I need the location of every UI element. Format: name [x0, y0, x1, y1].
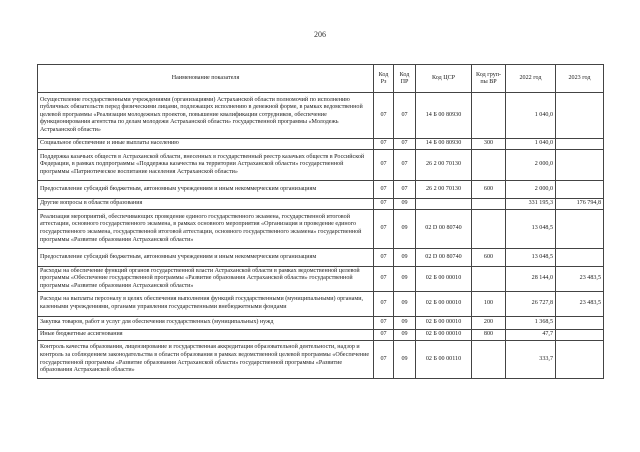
table-header-row	[38, 65, 604, 93]
cell-2022: 1 040,0	[506, 93, 556, 139]
cell-csr: 02 D 00 80740	[416, 210, 472, 249]
table-row	[38, 139, 604, 150]
table-row	[38, 267, 604, 292]
cell-rz: 07	[374, 93, 394, 139]
header-pr: Код ПР	[394, 65, 416, 93]
cell-rz: 07	[374, 210, 394, 249]
cell-2022: 333,7	[506, 341, 556, 379]
cell-vr	[472, 150, 506, 181]
cell-pr: 09	[394, 210, 416, 249]
cell-name: Контроль качества образования, лицензирование и государственная аккредитация образовательной деятельности, надзор и контроль за соблюдением законодательства в области образования в рамках ведомственной целевой программы «Обеспечение государственной программы «Развитие образования Астраханской области» государственной программы «Развитие образования Астраханской области»	[38, 341, 374, 379]
cell-2023	[556, 317, 604, 330]
cell-2022: 13 048,5	[506, 210, 556, 249]
cell-pr: 07	[394, 139, 416, 150]
cell-2023	[556, 150, 604, 181]
cell-2023	[556, 210, 604, 249]
cell-csr: 02 Б 00 00010	[416, 292, 472, 317]
cell-2023: 23 483,5	[556, 292, 604, 317]
cell-pr: 07	[394, 93, 416, 139]
cell-2023: 23 483,5	[556, 267, 604, 292]
cell-csr: 14 Б 00 80930	[416, 139, 472, 150]
table-row	[38, 292, 604, 317]
table-row	[38, 181, 604, 199]
header-name: Наименование показателя	[38, 65, 374, 93]
cell-rz: 07	[374, 249, 394, 267]
table-row	[38, 249, 604, 267]
cell-rz: 07	[374, 181, 394, 199]
cell-2023	[556, 341, 604, 379]
cell-pr: 07	[394, 181, 416, 199]
cell-pr: 09	[394, 317, 416, 330]
cell-pr: 09	[394, 267, 416, 292]
cell-2023	[556, 139, 604, 150]
cell-csr: 02 Б 00 00010	[416, 267, 472, 292]
cell-vr	[472, 341, 506, 379]
cell-pr: 09	[394, 330, 416, 341]
cell-vr	[472, 93, 506, 139]
cell-vr	[472, 199, 506, 210]
cell-name: Расходы на обеспечение функций органов государственной власти Астраханской области в рамках ведомственной целевой программы «Обеспечение государственной программы «Развитие образования Астраханской области» государственной программы «Развитие образования Астраханской области»	[38, 267, 374, 292]
budget-table	[37, 64, 604, 379]
cell-pr: 09	[394, 341, 416, 379]
cell-vr: 100	[472, 292, 506, 317]
cell-name: Предоставление субсидий бюджетным, автономным учреждениям и иным некоммерческим организациям	[38, 249, 374, 267]
cell-2023	[556, 330, 604, 341]
cell-vr: 600	[472, 249, 506, 267]
cell-rz: 07	[374, 330, 394, 341]
table-row	[38, 330, 604, 341]
table-body	[38, 93, 604, 379]
cell-name: Осуществление государственными учреждениями (организациями) Астраханской области полномочий по исполнению публичных обязательств перед физическими лицами, подлежащих исполнению в денежной форме, в рамках ведомственной целевой программы «Реализация молодежных проектов, повышение квалификации сотрудников, обеспечение функционирования агентства по делам молодежи Астраханской области» государственной программы «Молодежь Астраханской области»	[38, 93, 374, 139]
cell-2023	[556, 93, 604, 139]
cell-2022: 2 000,0	[506, 150, 556, 181]
cell-2022: 47,7	[506, 330, 556, 341]
cell-pr: 09	[394, 199, 416, 210]
cell-csr: 26 2 00 70130	[416, 181, 472, 199]
cell-2023	[556, 181, 604, 199]
table-row	[38, 317, 604, 330]
cell-name: Предоставление субсидий бюджетным, автономным учреждениям и иным некоммерческим организациям	[38, 181, 374, 199]
cell-name: Закупка товаров, работ и услуг для обеспечения государственных (муниципальных) нужд	[38, 317, 374, 330]
cell-rz: 07	[374, 341, 394, 379]
cell-2023: 176 794,8	[556, 199, 604, 210]
header-2022: 2022 год	[506, 65, 556, 93]
cell-rz: 07	[374, 150, 394, 181]
table-row	[38, 93, 604, 139]
cell-name: Расходы на выплаты персоналу в целях обеспечения выполнения функций государственными (муниципальными) органами, казенными учреждениями, органами управления государственными внебюджетными фондами	[38, 292, 374, 317]
cell-csr	[416, 199, 472, 210]
cell-vr: 800	[472, 330, 506, 341]
cell-name: Другие вопросы в области образования	[38, 199, 374, 210]
cell-name: Социальное обеспечение и иные выплаты населению	[38, 139, 374, 150]
header-csr: Код ЦСР	[416, 65, 472, 93]
cell-csr: 02 D 00 80740	[416, 249, 472, 267]
cell-2022: 2 000,0	[506, 181, 556, 199]
cell-pr: 09	[394, 249, 416, 267]
cell-csr: 14 Б 00 80930	[416, 93, 472, 139]
cell-csr: 02 Б 00 00010	[416, 330, 472, 341]
cell-2022: 13 048,5	[506, 249, 556, 267]
cell-name: Поддержка казачьих обществ в Астраханской области, внесенных в государственный реестр казачьих обществ в Российской Федерации, в рамках подпрограммы «Поддержка казачества на территории Астраханской области» государственной программы «Патриотическое воспитание населения Астраханской области»	[38, 150, 374, 181]
cell-2022: 1 368,5	[506, 317, 556, 330]
cell-csr: 02 Б 00 00110	[416, 341, 472, 379]
table-row	[38, 210, 604, 249]
page-number: 206	[314, 30, 326, 39]
cell-csr: 26 2 00 70130	[416, 150, 472, 181]
cell-rz: 07	[374, 317, 394, 330]
cell-name: Реализация мероприятий, обеспечивающих проведение единого государственного экзамена, государственной итоговой аттестации, основного государственного экзамена, в рамках основного мероприятия «Организация и проведение единого государственного экзамена, государственной итоговой аттестации, основного государственного экзамена» государственной программы «Развитие образования Астраханской области»	[38, 210, 374, 249]
cell-name: Иные бюджетные ассигнования	[38, 330, 374, 341]
cell-vr	[472, 210, 506, 249]
table-row	[38, 341, 604, 379]
cell-pr: 07	[394, 150, 416, 181]
table-row	[38, 199, 604, 210]
header-vr: Код груп-пы ВР	[472, 65, 506, 93]
cell-vr: 600	[472, 181, 506, 199]
cell-rz: 07	[374, 139, 394, 150]
cell-2022: 331 195,3	[506, 199, 556, 210]
cell-rz: 07	[374, 199, 394, 210]
cell-rz: 07	[374, 292, 394, 317]
cell-vr	[472, 267, 506, 292]
cell-csr: 02 Б 00 00010	[416, 317, 472, 330]
cell-2023	[556, 249, 604, 267]
cell-2022: 28 144,0	[506, 267, 556, 292]
cell-pr: 09	[394, 292, 416, 317]
table-row	[38, 150, 604, 181]
cell-rz: 07	[374, 267, 394, 292]
cell-vr: 300	[472, 139, 506, 150]
header-rz: Код Рз	[374, 65, 394, 93]
header-2023: 2023 год	[556, 65, 604, 93]
cell-vr: 200	[472, 317, 506, 330]
cell-2022: 26 727,8	[506, 292, 556, 317]
cell-2022: 1 040,0	[506, 139, 556, 150]
